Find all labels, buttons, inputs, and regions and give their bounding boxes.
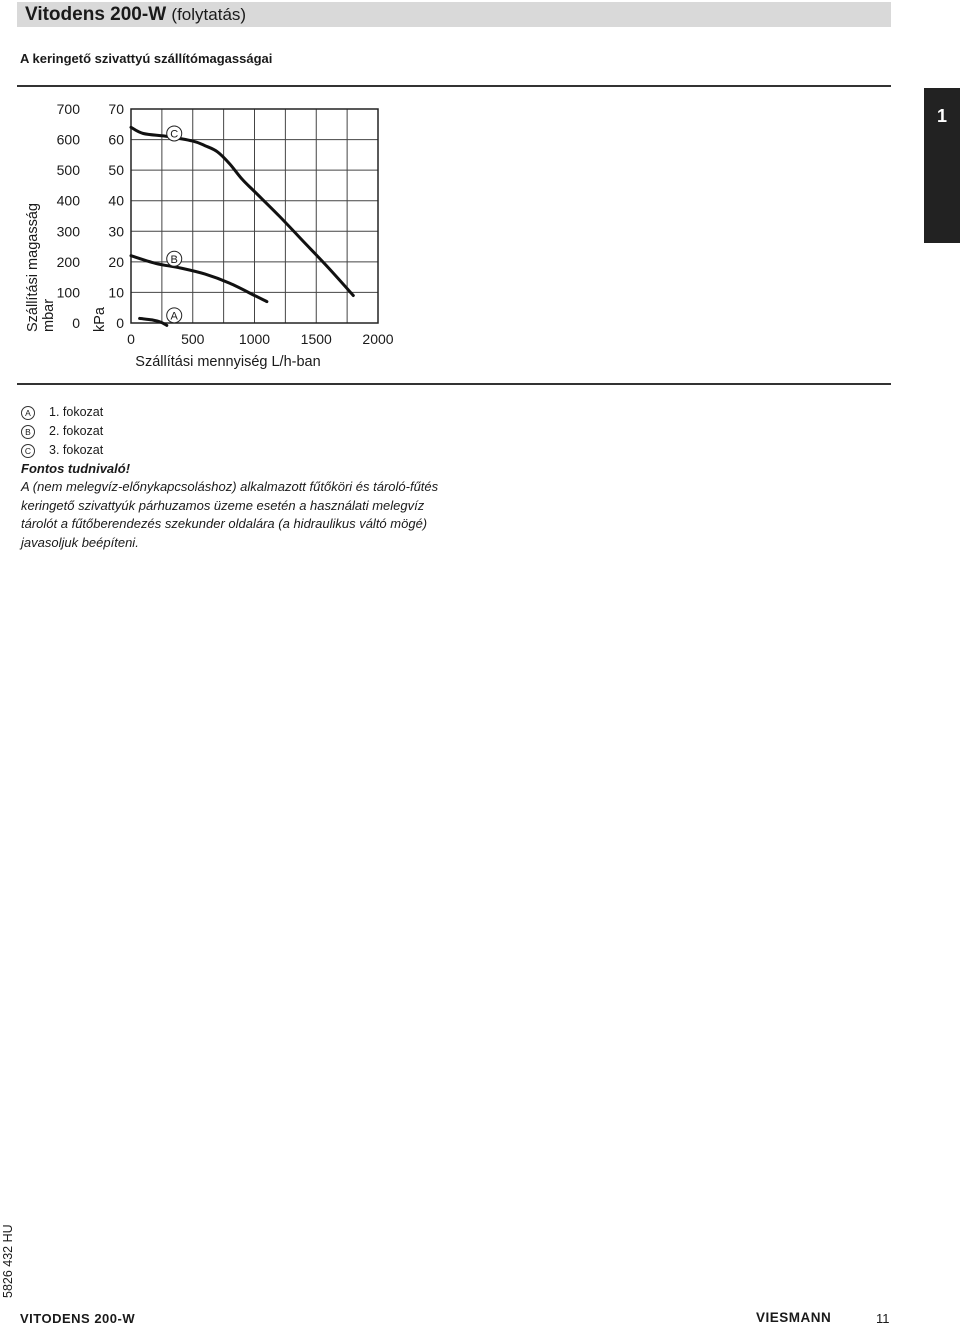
top-rule (17, 85, 891, 87)
curve-marker-c (167, 126, 182, 141)
legend-marker-a: A (21, 406, 35, 420)
legend-marker-b: B (21, 425, 35, 439)
footer-product-name: VITODENS 200-W (20, 1311, 136, 1326)
note-heading: Fontos tudnivaló! (21, 461, 131, 476)
title-main: Vitodens 200-W (25, 4, 167, 25)
x-tick: 500 (181, 331, 205, 347)
section-title: A keringető szivattyú szállítómagasságai (20, 51, 273, 66)
y-tick-mbar: 400 (56, 192, 80, 209)
curve-marker-b (167, 251, 182, 266)
chapter-tab (924, 88, 960, 243)
legend-item-a (21, 403, 103, 422)
y-tick-kpa: 0 (116, 315, 124, 331)
y-tick-kpa: 60 (108, 131, 124, 148)
pump-curve-chart (0, 90, 430, 380)
y-tick-kpa: 20 (108, 253, 124, 270)
series-line-c (131, 127, 353, 295)
chapter-number: 1 (936, 106, 947, 126)
y-axis-label-kpa: kPa (92, 307, 108, 332)
y-tick-mbar: 300 (56, 223, 80, 240)
document-number: 5826 432 HU (1, 1224, 15, 1298)
y-tick-kpa: 70 (108, 101, 124, 117)
legend (21, 403, 103, 460)
y-tick-mbar: 0 (72, 315, 80, 331)
y-tick-kpa: 30 (108, 223, 124, 240)
y-tick-mbar: 500 (56, 162, 80, 179)
legend-label-b: 2. fokozat (49, 424, 104, 438)
page-title (25, 4, 246, 26)
y-tick-mbar: 600 (56, 131, 80, 148)
y-tick-kpa: 50 (108, 162, 124, 179)
y-tick-kpa: 40 (108, 192, 124, 209)
y-tick-mbar: 100 (56, 284, 80, 301)
title-subtitle: (folytatás) (171, 5, 247, 24)
page-number: 11 (876, 1311, 890, 1326)
x-tick: 1000 (238, 331, 271, 347)
x-tick: 2000 (362, 331, 394, 347)
y-tick-kpa: 10 (108, 284, 124, 301)
x-tick: 1500 (300, 331, 332, 347)
y-axis-label-mbar-line2: mbar (41, 298, 57, 332)
legend-label-a: 1. fokozat (49, 405, 104, 419)
curve-marker-label: A (170, 310, 178, 323)
series-line-b (131, 253, 267, 302)
brand-logo: VIESMANN (756, 1310, 832, 1325)
y-tick-mbar: 200 (56, 253, 80, 270)
x-tick: 0 (127, 331, 135, 347)
legend-label-c: 3. fokozat (49, 443, 104, 457)
bottom-rule (17, 383, 891, 385)
series-line-a (140, 318, 167, 325)
legend-item-c (21, 441, 103, 460)
legend-marker-c: C (21, 444, 35, 458)
note-text: A (nem melegvíz-előnykapcsoláshoz) alkalmazott fűtőköri és tároló-fűtés keringető szivattyúk párhuzamos üzeme esetén a használati melegvíz tárolót a fűtőberendezés szekunder oldalára (a hidraulikus váltó mögé) javasoljuk beépíteni. (21, 479, 439, 550)
y-axis-label-mbar-line1: Szállítási magasság (25, 203, 41, 332)
y-tick-mbar: 700 (56, 101, 80, 117)
legend-item-b (21, 422, 103, 441)
x-axis-label: Szállítási mennyiség L/h-ban (135, 354, 321, 370)
important-note (21, 460, 451, 552)
curve-marker-label: C (170, 128, 179, 141)
curve-marker-label: B (170, 253, 178, 266)
curve-marker-a (167, 308, 182, 323)
